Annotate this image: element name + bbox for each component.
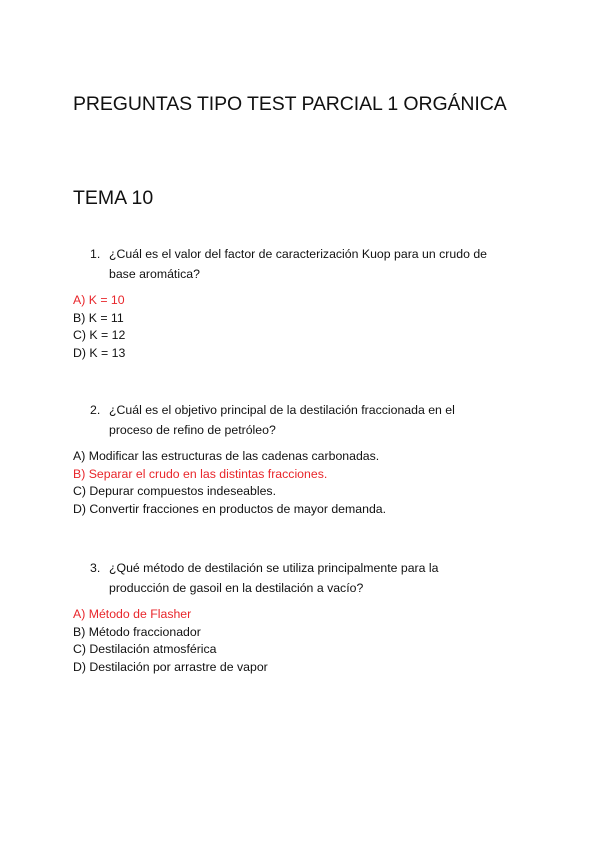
question-3 (73, 558, 523, 676)
option-a-correct: A) K = 10 (73, 293, 125, 307)
option-c: C) Destilación atmosférica (73, 642, 217, 657)
question-line: ¿Cuál es el objetivo principal de la destilación fraccionada en el (109, 403, 455, 417)
option-c: C) K = 12 (73, 328, 126, 343)
question-line: ¿Qué método de destilación se utiliza principalmente para la (109, 561, 439, 575)
question-line: ¿Cuál es el valor del factor de caracterización Kuop para un crudo de (109, 247, 487, 261)
question-number: 3. (90, 561, 101, 575)
question-1 (73, 244, 523, 362)
option-c: C) Depurar compuestos indeseables. (73, 484, 277, 499)
option-b: B) K = 11 (73, 310, 124, 325)
option-b-correct: B) Separar el crudo en las distintas fracciones. (73, 466, 328, 481)
answer-options (73, 448, 523, 518)
answer-options (73, 292, 523, 362)
question-line: base aromática? (109, 267, 200, 281)
question-text (73, 400, 523, 440)
option-d: D) Destilación por arrastre de vapor (73, 659, 268, 674)
question-number: 1. (90, 247, 101, 261)
question-line: proceso de refino de petróleo? (109, 423, 276, 437)
section-title: TEMA 10 (73, 187, 154, 209)
option-a: A) Modificar las estructuras de las cadenas carbonadas. (73, 449, 380, 463)
option-a-correct: A) Método de Flasher (73, 607, 192, 621)
question-number: 2. (90, 403, 101, 417)
question-text (73, 244, 523, 284)
answer-options (73, 606, 523, 676)
option-d: D) K = 13 (73, 345, 126, 360)
option-b: B) Método fraccionador (73, 624, 201, 639)
page-title: PREGUNTAS TIPO TEST PARCIAL 1 ORGÁNICA (73, 93, 507, 115)
question-line: producción de gasoil en la destilación a vacío? (109, 581, 364, 595)
question-2 (73, 400, 523, 518)
option-d: D) Convertir fracciones en productos de mayor demanda. (73, 501, 387, 516)
question-text (73, 558, 523, 598)
